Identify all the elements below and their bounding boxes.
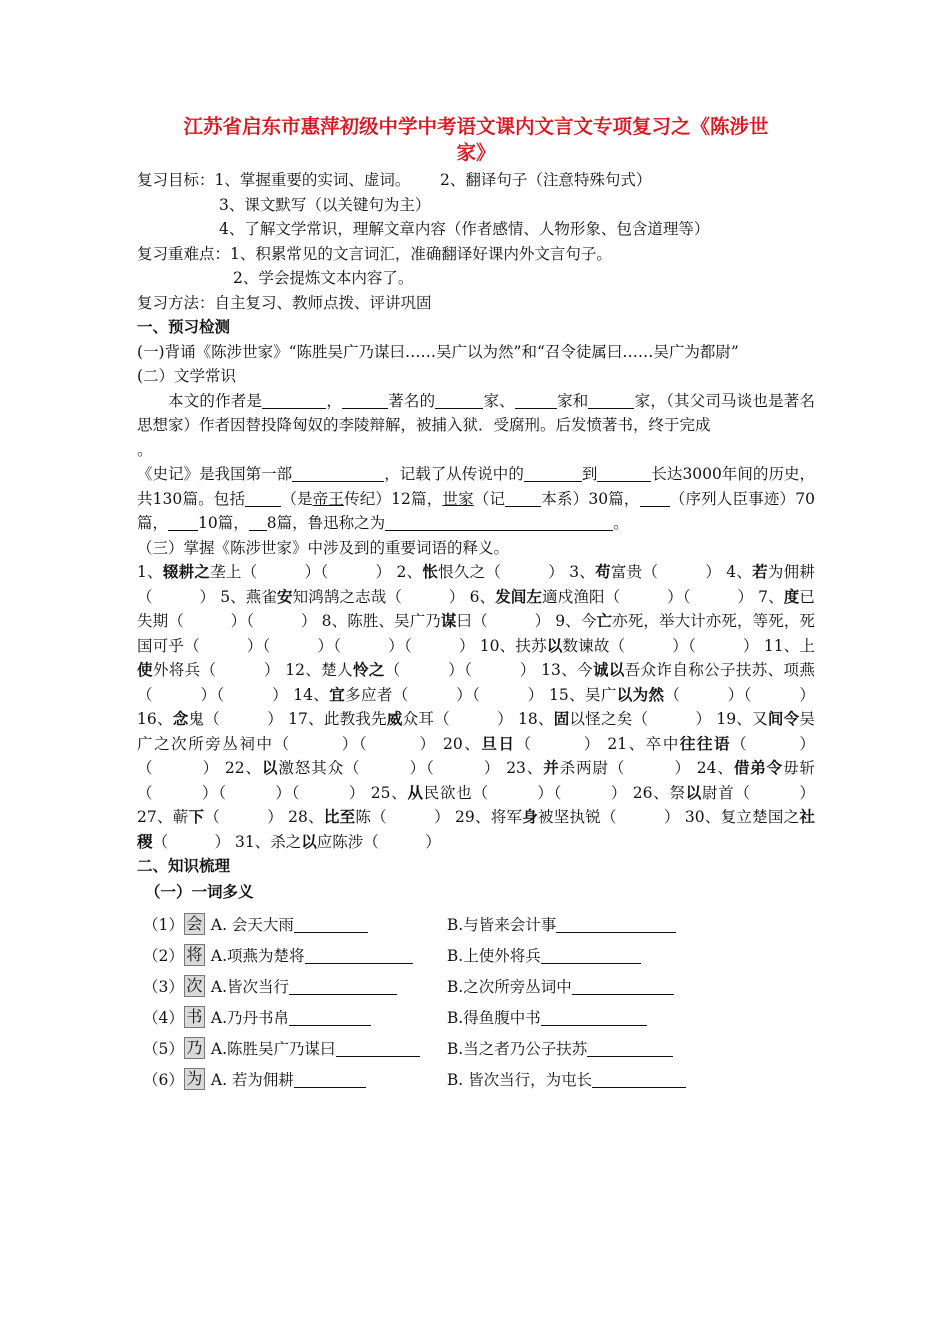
polysemy-number: （6） <box>143 1071 184 1089</box>
literature-paragraph-2: 《史记》是我国第一部 ，记载了从传说中的 到 长达3000年间的历史，共130篇。包括 （是帝王传纪）12篇，世家（记 本系）30篇， （序列人臣事迹）70篇， 10篇， 8篇，鲁迅称之为 。 <box>137 465 815 532</box>
vocab-item <box>371 784 627 802</box>
vocab-item <box>220 588 464 606</box>
vocab-text: 卒中 <box>645 734 680 753</box>
vocab-text: 燕雀 <box>245 587 278 606</box>
vocab-text: 7、 <box>758 587 784 606</box>
vocab-text: 15、 <box>548 685 585 704</box>
vocab-item <box>137 563 391 581</box>
vocab-text: 16、 <box>137 710 173 728</box>
vocab-text: 被坚执锐 <box>538 808 601 826</box>
vocab-text: 富贵 <box>610 563 643 581</box>
vocab-keyword: 怅 <box>422 562 439 581</box>
answer-blank[interactable]: （ ） <box>734 783 815 802</box>
vocab-item <box>225 759 500 777</box>
vocab-keyword: 怜之 <box>352 660 385 679</box>
literature-heading: (二）文学常识 <box>137 367 237 385</box>
vocab-text: 上 <box>799 636 815 655</box>
vocab-text: 10、 <box>479 636 516 655</box>
vocab-text: 亦死，举大计亦死，等死，死国可乎 <box>137 612 815 655</box>
goal-1: 1、掌握重要的实词、虚词。 <box>214 171 411 189</box>
vocab-text: 垄上 <box>210 563 242 581</box>
polysemy-row <box>137 1002 686 1033</box>
vocab-text: 18、 <box>518 710 554 728</box>
answer-blank[interactable]: （ ） <box>426 759 501 777</box>
vocab-text: 数谏故 <box>562 636 610 655</box>
vocab-keyword: 以为然 <box>616 684 665 704</box>
answer-line-b[interactable] <box>587 1040 673 1057</box>
vocab-text: 14、 <box>293 685 330 704</box>
vocab-item <box>137 808 283 826</box>
answer-blank[interactable]: （ ） <box>204 710 283 728</box>
vocab-keyword: 从 <box>407 782 424 802</box>
answer-blank[interactable]: （ ） <box>218 783 292 802</box>
vocab-keyword: 下 <box>188 807 205 826</box>
vocab-text: 又 <box>752 710 768 728</box>
vocab-keyword: 以 <box>546 635 563 655</box>
answer-blank[interactable]: （ ） <box>485 563 565 581</box>
answer-blank[interactable]: （ ） <box>320 563 392 581</box>
answer-line-b[interactable] <box>541 947 641 964</box>
answer-blank[interactable]: （ ） <box>273 734 359 753</box>
difficulty-2: 2、学会提炼文本内容了。 <box>233 269 414 287</box>
answer-blank[interactable]: （ ） <box>464 661 536 679</box>
answer-blank[interactable]: （ ） <box>472 612 551 630</box>
vocab-keyword: 以 <box>261 758 279 777</box>
vocab-text: 3、 <box>569 563 596 581</box>
answer-blank[interactable]: （ ） <box>609 636 688 655</box>
lu-xun-comment-blank[interactable] <box>385 513 613 531</box>
answer-blank[interactable]: （ ） <box>403 636 475 655</box>
vocab-keyword: 诚以 <box>592 660 625 679</box>
vocab-keyword: 以 <box>301 831 317 851</box>
vocab-text: 陈胜、吴广乃 <box>347 612 441 630</box>
vocab-item <box>293 686 543 704</box>
answer-blank[interactable]: （ ） <box>392 685 473 704</box>
field-blank-1[interactable] <box>435 391 483 409</box>
vocab-item <box>549 686 815 704</box>
vocab-text: 多应者 <box>345 685 393 704</box>
answer-line-a[interactable] <box>294 1071 366 1088</box>
vocab-text: 今 <box>577 661 593 679</box>
answer-blank[interactable]: （ ） <box>200 661 280 679</box>
answer-blank[interactable]: （ ） <box>168 612 247 630</box>
polysemy-example-b: B.当之者乃公子扶苏 <box>446 1040 588 1058</box>
vocab-text: 陈 <box>355 808 372 826</box>
vocab-item <box>518 710 711 728</box>
answer-blank[interactable]: （ ） <box>137 783 219 802</box>
section-1-heading: 一、预习检测 <box>137 317 231 336</box>
vocab-text: 26、 <box>632 783 670 802</box>
vocab-text: 毋斩 <box>783 759 815 777</box>
answer-line-a[interactable] <box>336 1040 420 1057</box>
polysemy-example-a: A.乃丹书帛 <box>210 1009 289 1027</box>
polysemy-row <box>137 940 686 971</box>
vocab-keyword: 谋 <box>440 611 457 630</box>
vocab-text: 17、 <box>288 710 324 728</box>
vocab-keyword: 旦日 <box>481 733 516 753</box>
polysemy-number: （1） <box>143 916 184 934</box>
vocab-text: 此教我先 <box>323 710 387 728</box>
polysemy-example-b: B.得鱼腹中书 <box>446 1009 541 1027</box>
goal-3: 3、课文默写（以关键句为主） <box>219 195 431 214</box>
answer-blank[interactable]: （ ） <box>358 734 437 753</box>
answer-blank[interactable]: （ ） <box>363 832 441 851</box>
vocab-text: 5、 <box>220 587 246 606</box>
vocab-keyword: 比至 <box>323 807 356 826</box>
polysemy-row <box>137 1064 686 1095</box>
vocab-item <box>137 710 283 728</box>
vocab-keyword: 宜 <box>329 684 346 704</box>
category-blank-3[interactable] <box>640 489 670 507</box>
title-line-2: 家》 <box>456 141 496 164</box>
polysemy-character: 乃 <box>184 1037 205 1059</box>
goals-label: 复习目标： <box>137 171 215 189</box>
polysemy-character: 次 <box>184 975 205 997</box>
vocab-text: 31、 <box>234 832 271 851</box>
vocab-keyword: 并 <box>543 758 560 777</box>
vocab-list <box>137 560 815 854</box>
polysemy-example-a: A.皆次当行 <box>210 978 289 996</box>
vocab-text: 20、 <box>443 734 482 753</box>
vocab-text: 复立楚国之 <box>720 808 800 826</box>
vocab-text: 吾众诈自称公子扶苏、项燕 <box>624 661 815 679</box>
shiji-type-blank[interactable] <box>292 464 384 482</box>
vocab-text: 吴广 <box>584 685 617 704</box>
polysemy-number: （3） <box>143 978 184 996</box>
answer-line-a[interactable] <box>305 947 413 964</box>
vocab-keyword: 亡 <box>596 611 613 630</box>
review-goals <box>137 168 815 193</box>
category-blank-2[interactable] <box>505 489 541 507</box>
polysemy-heading: （一）一词多义 <box>145 881 254 901</box>
vocab-text: 27、 <box>137 808 173 826</box>
vocab-text: 曰 <box>456 612 473 630</box>
vocab-item <box>443 735 601 753</box>
polysemy-character: 会 <box>184 913 205 935</box>
goal-4: 4、了解文学常识，理解文章内容（作者感情、人物形象、包含道理等） <box>219 220 710 238</box>
answer-line-a[interactable] <box>294 916 368 933</box>
answer-blank[interactable]: （ ） <box>204 808 283 826</box>
vocab-keyword: 以 <box>685 782 702 802</box>
answer-blank[interactable]: （ ） <box>688 636 759 655</box>
vocab-text: 杀之 <box>270 832 302 851</box>
vocab-keyword: 安 <box>277 586 293 606</box>
vocab-text: 9、 <box>555 612 581 630</box>
from-blank[interactable] <box>524 464 582 482</box>
vocab-text: 25、 <box>370 783 408 802</box>
polysemy-example-b: B. 皆次当行，为屯长 <box>446 1071 593 1089</box>
vocab-text: 22、 <box>224 759 262 777</box>
category-blank-1[interactable] <box>245 489 281 507</box>
category-blank-4[interactable] <box>168 513 198 531</box>
vocab-text: 24、 <box>696 759 734 777</box>
vocab-text: 尉首 <box>701 783 735 802</box>
answer-blank[interactable]: （ ） <box>600 808 680 826</box>
answer-blank[interactable]: （ ） <box>137 685 217 704</box>
polysemy-character: 书 <box>184 1006 205 1028</box>
answer-line-a[interactable] <box>289 978 397 995</box>
polysemy-number: （2） <box>143 947 184 965</box>
vocab-text: 4、 <box>726 563 753 581</box>
vocab-text: 8、 <box>321 612 348 630</box>
vocab-text: 28、 <box>288 808 324 826</box>
vocab-text: 已失期 <box>137 587 815 630</box>
vocab-text: 1、 <box>137 563 163 581</box>
vocab-text: 外将兵 <box>152 661 201 679</box>
vocab-text: 激怒其众 <box>278 759 344 777</box>
vocab-keyword: 固 <box>553 709 570 728</box>
vocab-keyword: 苟 <box>595 562 611 581</box>
answer-blank[interactable]: （ ） <box>291 783 366 802</box>
answer-blank[interactable]: （ ） <box>472 685 544 704</box>
vocab-item <box>285 661 536 679</box>
vocab-item <box>633 784 815 802</box>
difficulties-label: 复习重难点： <box>137 244 231 263</box>
polysemy-example-b: B.与皆来会计事 <box>446 916 557 934</box>
answer-line-b[interactable] <box>592 1071 686 1088</box>
vocab-keyword: 念 <box>172 709 189 728</box>
polysemy-number: （5） <box>143 1040 184 1058</box>
polysemy-example-b: B.上使外将兵 <box>446 947 541 965</box>
vocab-text: 2、 <box>396 563 423 581</box>
vocab-item <box>480 637 759 655</box>
answer-blank[interactable]: （ ） <box>642 563 722 581</box>
answer-blank[interactable]: （ ） <box>241 563 321 581</box>
vocab-text: 蕲 <box>172 808 189 826</box>
answer-blank[interactable]: （ ） <box>434 710 513 728</box>
vocab-text: 为佣耕 <box>767 563 815 581</box>
vocab-keyword: 身 <box>522 807 538 826</box>
answer-blank[interactable]: （ ） <box>731 734 815 753</box>
answer-line-b[interactable] <box>541 1009 647 1026</box>
vocab-text: 19、 <box>716 710 753 728</box>
vocab-text: 众耳 <box>402 710 435 728</box>
polysemy-character: 为 <box>184 1068 205 1090</box>
section-2-heading: 二、知识梳理 <box>137 856 231 875</box>
category-blank-5[interactable] <box>249 513 267 531</box>
vocab-item <box>288 710 513 728</box>
answer-blank[interactable]: （ ） <box>682 587 754 606</box>
polysemy-table <box>137 909 686 1095</box>
vocab-text: 12、 <box>285 661 322 679</box>
answer-blank[interactable]: （ ） <box>664 685 744 704</box>
vocab-text: 祭 <box>669 783 686 802</box>
polysemy-row <box>137 971 686 1002</box>
answer-line-a[interactable] <box>289 1009 371 1026</box>
vocab-item <box>506 759 691 777</box>
vocab-keyword: 间令 <box>767 709 800 728</box>
vocab-text: 恨久之 <box>438 563 486 581</box>
vocab-keyword: 往往语 <box>679 733 732 753</box>
answer-blank[interactable]: （ ） <box>344 759 427 777</box>
vocab-text: 適戍渔阳 <box>542 587 605 606</box>
polysemy-character: 将 <box>184 944 205 966</box>
vocab-text: 13、 <box>541 661 578 679</box>
polysemy-row <box>137 1033 686 1064</box>
answer-blank[interactable]: （ ） <box>262 636 334 655</box>
answer-blank[interactable]: （ ） <box>604 587 683 606</box>
vocab-keyword: 威 <box>386 709 403 728</box>
vocab-item <box>396 563 564 581</box>
difficulty-1: 1、积累常见的文言词汇，准确翻译好课内外文言句子。 <box>230 244 612 263</box>
vocab-keyword: 使 <box>137 660 153 679</box>
vocab-text: 楚人 <box>321 661 353 679</box>
answer-blank[interactable]: （ ） <box>386 587 465 606</box>
answer-blank[interactable]: （ ） <box>608 759 691 777</box>
vocab-item <box>322 612 551 630</box>
vocab-text: 知鸿鹄之志哉 <box>292 587 387 606</box>
vocab-text: 鬼 <box>188 710 205 728</box>
field-blank-3[interactable] <box>588 391 634 409</box>
answer-blank[interactable]: （ ） <box>371 808 450 826</box>
vocab-text: 30、 <box>684 808 721 826</box>
answer-blank[interactable]: （ ） <box>184 636 263 655</box>
vocab-text: 以怪之矣 <box>569 710 633 728</box>
answer-blank[interactable]: （ ） <box>137 587 216 606</box>
answer-blank[interactable]: （ ） <box>216 685 288 704</box>
polysemy-example-b: B.之次所旁丛词中 <box>446 978 572 996</box>
polysemy-number: （4） <box>143 1009 184 1027</box>
vocab-keyword: 若 <box>752 562 768 581</box>
vocab-text: 吴广之次所旁丛祠中 <box>137 710 815 753</box>
polysemy-example-a: A. 若为佣耕 <box>210 1071 294 1089</box>
vocab-text: 6、 <box>469 587 496 606</box>
vocab-text: 应陈涉 <box>316 832 364 851</box>
answer-blank[interactable]: （ ） <box>743 685 815 704</box>
review-difficulties <box>137 242 815 267</box>
vocab-text: 民欲也 <box>423 783 473 802</box>
vocab-item <box>569 563 721 581</box>
vocab-item <box>288 808 450 826</box>
answer-line-b[interactable] <box>572 978 674 995</box>
review-method: 复习方法：自主复习、教师点拨、评讲巩固 <box>137 293 432 312</box>
field-blank-2[interactable] <box>515 391 557 409</box>
title-line-1: 江苏省启东市惠萍初级中学中考语文课内文言文专项复习之《陈涉世 <box>183 115 769 138</box>
to-blank[interactable] <box>597 464 651 482</box>
vocab-text: 杀两尉 <box>559 759 609 777</box>
vocab-keyword: 度 <box>783 586 800 606</box>
answer-blank[interactable]: （ ） <box>472 783 554 802</box>
vocab-keyword: 借弟令 <box>733 758 784 777</box>
era-blank[interactable] <box>342 391 388 409</box>
recite-task: (一)背诵《陈涉世家》“陈胜吴广乃谋曰……吴广以为然”和“召令徒属曰……吴广为都尉” <box>137 342 739 361</box>
vocab-text: 21、 <box>607 734 646 753</box>
vocab-item <box>470 588 753 606</box>
vocab-text: 将军 <box>490 808 523 826</box>
answer-line-b[interactable] <box>556 916 676 933</box>
answer-blank[interactable]: （ ） <box>333 636 404 655</box>
author-blank[interactable] <box>262 391 326 409</box>
answer-blank[interactable]: （ ） <box>137 759 220 777</box>
vocab-keyword: 辍耕之 <box>162 562 211 581</box>
document-title <box>137 114 815 166</box>
vocab-keyword: 社稷 <box>137 807 815 851</box>
answer-blank[interactable]: （ ） <box>384 661 465 679</box>
answer-blank[interactable]: （ ） <box>246 612 317 630</box>
vocab-item <box>455 808 680 826</box>
vocab-text: 29、 <box>455 808 491 826</box>
goal-2: 2、翻译句子（注意特殊句式） <box>439 171 652 189</box>
document-page <box>137 114 815 1095</box>
polysemy-example-a: A. 会天大雨 <box>210 916 294 934</box>
vocab-text: 今 <box>580 612 597 630</box>
vocab-keyword: 发闾左 <box>495 586 543 606</box>
answer-blank[interactable]: （ ） <box>632 710 712 728</box>
polysemy-row <box>137 909 686 940</box>
literature-paragraph-1: 本文的作者是 ， 著名的 家、 家和 家，（其父司马谈也是著名思想家）作者因替投降匈奴的李陵辩解，被捕入狱．受腐刑。后发愤著书，终于完成 。 <box>137 391 815 459</box>
vocab-item <box>235 833 441 851</box>
answer-blank[interactable]: （ ） <box>515 734 601 753</box>
vocab-text: 扶苏 <box>515 636 547 655</box>
vocab-text: 11、 <box>763 636 800 655</box>
vocab-text: 23、 <box>506 759 544 777</box>
vocab-heading: （三）掌握《陈涉世家》中涉及到的重要词语的释义。 <box>137 538 510 557</box>
polysemy-example-a: A.项燕为楚将 <box>210 947 305 965</box>
answer-blank[interactable]: （ ） <box>152 832 231 851</box>
polysemy-example-a: A.陈胜吴广乃谋曰 <box>210 1040 336 1058</box>
answer-blank[interactable]: （ ） <box>553 783 628 802</box>
